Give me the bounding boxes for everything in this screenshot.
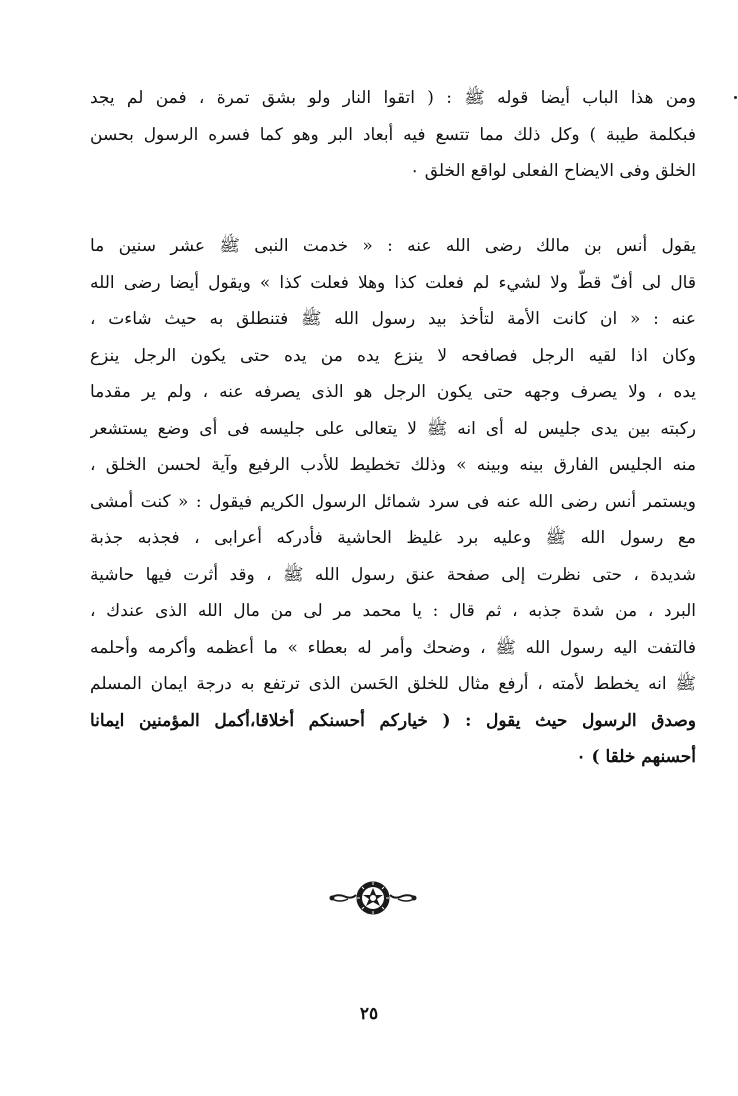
paragraph-1 xyxy=(90,80,696,190)
paragraph-2-line-13: ﷺ انه يخطط لأمته ، أرفع مثال للخلق الحَسن الذى ترتفع به درجة ايمان المسلم xyxy=(90,674,696,694)
paragraph-2-line-8: ويستمر أنس رضى الله عنه فى سرد شمائل الرسول الكريم فيقول : « كنت أمشى xyxy=(90,491,696,512)
paragraph-2-line-1: يقول أنس بن مالك رضى الله عنه : « خدمت النبى ﷺ عشر سنين ما xyxy=(90,236,696,256)
paragraph-2-line-12: فالتفت اليه رسول الله ﷺ ، وضحك وأمر له بعطاء » ما أعظمه وأكرمه وأحلمه xyxy=(90,637,696,658)
paragraph-2-line-2: قال لى أفّ قطّ ولا لشيء لم فعلت كذا وهلا فعلت كذا » ويقول أيضا رضى الله xyxy=(90,272,696,293)
paragraph-2-line-4: وكان اذا لقيه الرجل فصافحه لا ينزع يده من يده حتى يكون الرجل ينزع xyxy=(90,345,696,366)
paragraph-2-line-7: منه الجليس الفارق بينه وبينه » وذلك تخطيط للأدب الرفيع وآية لحسن الخلق ، xyxy=(90,455,696,475)
decorative-flourish-icon xyxy=(328,878,418,918)
paragraph-1-line-3: الخلق وفى الايضاح الفعلى لواقع الخلق ٠ xyxy=(410,161,696,181)
edge-mark xyxy=(734,96,737,99)
paragraph-2-line-3: عنه : « ان كانت الأمة لتأخذ بيد رسول الله ﷺ فتنطلق به حيث شاءت ، xyxy=(90,309,696,329)
paragraph-1-line-1: ومن هذا الباب أيضا قوله ﷺ : ( اتقوا النار ولو بشق تمرة ، فمن لم يجد xyxy=(90,88,696,108)
paragraph-2 xyxy=(90,228,696,776)
paragraph-2-line-14: وصدق الرسول حيث يقول : ( خياركم أحسنكم أخلاقا،أكمل المؤمنين ايمانا xyxy=(90,710,696,731)
paragraph-2-line-15: أحسنهم خلقا ) ٠ xyxy=(576,747,696,767)
paragraph-2-line-9: مع رسول الله ﷺ وعليه برد غليظ الحاشية فأدركه أعرابى ، فجذبه جذبة xyxy=(90,528,696,548)
paragraph-2-line-11: البرد ، من شدة جذبه ، ثم قال : يا محمد مر لى من مال الله الذى عندك ، xyxy=(90,601,696,621)
paragraph-2-line-6: ركبته بين يدى جليس له أى انه ﷺ لا يتعالى على جليسه فى أى وضع يستشعر xyxy=(90,418,696,439)
page-number: ٢٥ xyxy=(359,1004,379,1024)
paragraph-1-line-2: فبكلمة طيبة ) وكل ذلك مما تتسع فيه أبعاد البر وهو كما فسره الرسول بحسن xyxy=(90,124,696,145)
paragraph-2-line-5: يده ، ولا يصرف وجهه حتى يكون الرجل هو الذى يصرفه عنه ، ولم ير مقدما xyxy=(90,382,696,402)
paragraph-2-line-10: شديدة ، حتى نظرت إلى صفحة عنق رسول الله ﷺ ، وقد أثرت فيها حاشية xyxy=(90,564,696,585)
